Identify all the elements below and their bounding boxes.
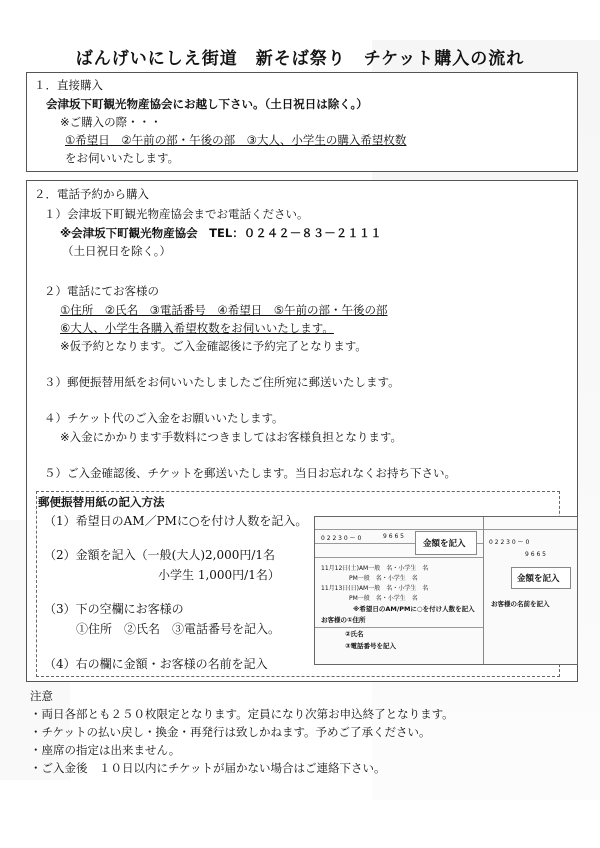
howto-step4: （4）右の欄に金額・お客様の名前を記入 <box>44 657 268 671</box>
section2-step1: １）会津坂下町観光物産協会までお電話ください。 <box>44 207 309 221</box>
section1-line4: をお伺いいたします。 <box>65 151 180 165</box>
form-row2: PM一般 名・小学生 名 <box>349 575 418 582</box>
section2-phone-note: （土日祝日を除く。） <box>62 244 172 258</box>
form-row5: ※希望日のAM/PMに○を付け人数を記入 <box>353 605 475 613</box>
form-amount-label: 金額を記入 <box>423 539 466 549</box>
form-account-right: 0 2 2 3 0 ー 0 <box>489 539 530 546</box>
note-2: ・チケットの払い戻し・換金・再発行は致しかねます。予めご了承ください。 <box>30 725 431 739</box>
form-number-right: 9 6 6 5 <box>525 551 546 558</box>
section1-line1: 会津坂下町観光物産協会にお越し下さい。（土日祝日は除く。） <box>46 97 368 111</box>
howto-step3a: （3）下の空欄にお客様の <box>44 602 184 616</box>
section2-step4-note: ※入金にかかります手数料につきましてはお客様負担となります。 <box>60 430 402 444</box>
form-account: 0 2 2 3 0 ー 0 <box>321 535 362 542</box>
form-row3: 11月13日(日)AM一般 名・小学生 名 <box>321 585 429 592</box>
form-line <box>315 529 577 530</box>
howto-heading: 郵便振替用紙の記入方法 <box>38 495 165 509</box>
howto-step1: （1）希望日のAM／PMに○を付け人数を記入。 <box>44 514 308 528</box>
notes-heading: 注意 <box>30 689 53 703</box>
section1-heading: １．直接購入 <box>34 78 103 92</box>
howto-step2b: 小学生 1,000円/1名） <box>158 568 280 582</box>
section1-line2: ※ご購入の際・・・ <box>60 115 162 129</box>
section2-step2-items1: ①住所 ②氏名 ③電話番号 ④希望日 ⑤午前の部・午後の部 <box>60 303 388 317</box>
section2-step5: ５）ご入金確認後、チケットを郵送いたします。当日お忘れなくお持ち下さい。 <box>44 466 457 480</box>
form-line <box>315 557 483 558</box>
section2-step4: ４）チケット代のご入金をお願いいたします。 <box>44 411 284 425</box>
section2-step2-items2: ⑥大人、小学生各購入希望枚数をお伺いいたします。 <box>60 321 334 335</box>
form-customer3: ③電話番号を記入 <box>345 642 397 650</box>
form-customer2: ②氏名 <box>345 630 364 638</box>
postal-transfer-form-image <box>314 516 578 665</box>
note-4: ・ご入金後 １０日以内にチケットが届かない場合はご連絡下さい。 <box>30 761 386 775</box>
howto-step2a: （2）金額を記入（一般(大人)2,000円/1名 <box>44 548 276 562</box>
section2-phone: ※会津坂下町観光物産協会 TEL：０２４２－８３－２１１１ <box>60 226 382 240</box>
section1-line3: ①希望日 ②午前の部・午後の部 ③大人、小学生の購入希望枚数 <box>65 133 407 147</box>
form-amount-label-right: 金額を記入 <box>517 574 560 584</box>
note-1: ・両日各部とも２５０枚限定となります。定員になり次第お申込終了となります。 <box>30 707 454 721</box>
form-line <box>315 627 483 628</box>
form-divider <box>483 517 484 664</box>
page-title: ばんげいにしえ街道 新そば祭り チケット購入の流れ <box>75 49 525 69</box>
form-customer1: お客様の①住所 <box>321 616 366 624</box>
howto-step3b: ①住所 ②氏名 ③電話番号を記入。 <box>76 622 281 636</box>
form-number: 9 6 6 5 <box>383 533 404 540</box>
form-row1: 11月12日(土)AM一般 名・小学生 名 <box>321 565 429 572</box>
section2-step3: ３）郵便振替用紙をお伺いいたしましたご住所宛に郵送いたします。 <box>44 375 400 389</box>
section2-step2-note: ※仮予約となります。ご入金確認後に予約完了となります。 <box>60 339 367 353</box>
note-3: ・座席の指定は出来ません。 <box>30 743 181 757</box>
form-row4: PM一般 名・小学生 名 <box>349 595 418 602</box>
section2-step2: ２）電話にてお客様の <box>44 284 159 298</box>
form-name-label: お客様の名前を記入 <box>491 600 550 608</box>
section2-heading: ２．電話予約から購入 <box>34 187 149 201</box>
